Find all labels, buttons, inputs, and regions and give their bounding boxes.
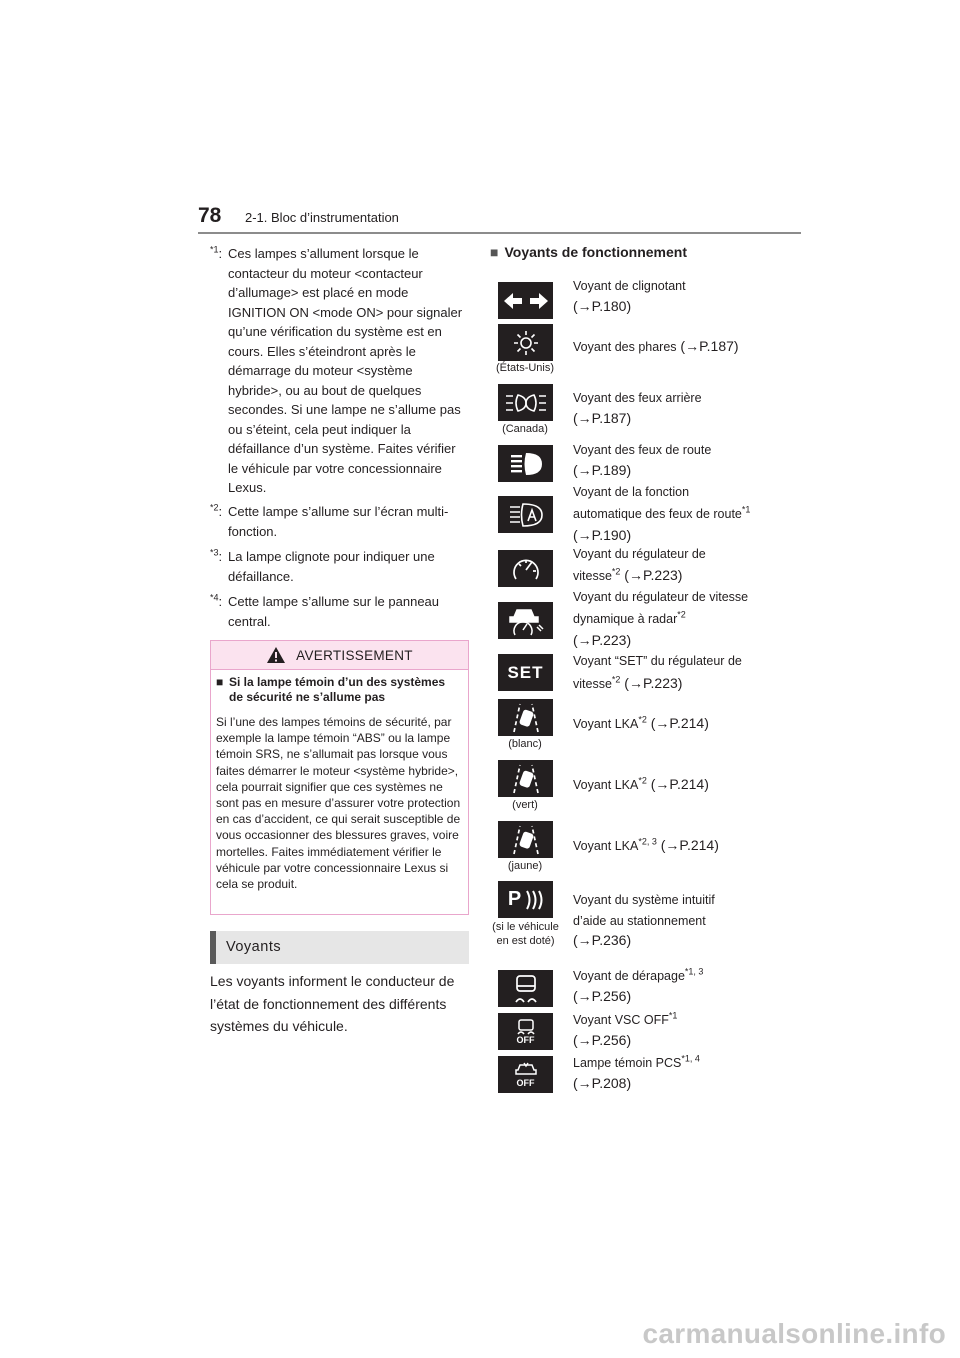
indicator-desc: Voyant de clignotant (→P.180) <box>573 279 686 314</box>
desc-sup: *2 <box>638 775 647 786</box>
right-heading <box>490 244 687 260</box>
warning-title: AVERTISSEMENT <box>296 647 413 663</box>
arrow-glyph: → <box>577 461 592 478</box>
desc-sup: *2, 3 <box>638 836 657 847</box>
indicator-desc: Voyant de la fonction automatique des feux de route$^{*1}$ (→P.190) <box>573 485 751 543</box>
desc-sup: *2 <box>611 674 621 685</box>
footnote-2 <box>210 502 465 541</box>
icon-caption: (Canada) <box>502 423 548 435</box>
desc-text: Lampe témoin PCS <box>573 1056 682 1070</box>
arrow-glyph: → <box>577 527 592 543</box>
page-ref: P.187 <box>591 409 627 426</box>
high-beam-icon <box>498 445 553 482</box>
desc-text: Voyant LKA <box>573 778 639 792</box>
desc-text: Voyant VSC OFF <box>573 1013 669 1027</box>
page-ref: P.180 <box>591 297 627 314</box>
icon-caption: (si le véhicule en est doté) <box>492 921 559 947</box>
arrow-glyph: → <box>655 715 670 731</box>
arrow-glyph: → <box>628 567 643 583</box>
page-ref: P.214 <box>679 837 715 853</box>
headlight-icon <box>498 324 553 361</box>
desc-text: Voyant du régulateur de vitesse dynamique à radar <box>573 590 749 626</box>
radar-cruise-icon <box>498 602 553 639</box>
desc-text: Voyant du système intuitif d’aide au stationnement <box>573 893 715 928</box>
arrow-glyph: → <box>577 987 592 1004</box>
page-ref: P.208 <box>591 1074 627 1091</box>
desc-sup: *2 <box>677 609 686 620</box>
right-heading-text: Voyants de fonctionnement <box>504 244 688 260</box>
footnote-text: La lampe clignote pour indiquer une défaillance. <box>228 549 435 584</box>
square-bullet-icon: ■ <box>490 244 499 260</box>
page-ref: P.256 <box>591 1031 627 1048</box>
arrow-glyph: → <box>655 776 670 792</box>
voyants-text: Les voyants informent le conducteur de l’état de fonctionnement des différents systèmes du véhicule. <box>210 973 455 1034</box>
page-ref: P.190 <box>591 527 627 543</box>
warning-triangle-icon <box>266 646 286 664</box>
slip-icon <box>498 970 553 1007</box>
arrow-glyph: → <box>577 1074 592 1091</box>
footnote-mark: *1 <box>210 244 219 255</box>
footnote-text: Ces lampes s’allument lorsque le contacteur du moteur <contacteur d’allumage> est placé en mode IGNITION ON <mode ON> pour signaler qu’une vérification du système est en cours. Elles s’éteindront après le démarrage du moteur <système hybride>, ou au bout de quelques secondes. Si une lampe ne s’allume pas ou s’éteint, cela peut indiquer la défaillance d’un système. Faites vérifier le véhicule par votre concessionnaire Lexus. <box>228 246 463 495</box>
desc-text: Voyant de clignotant <box>573 279 686 293</box>
page-ref: P.214 <box>669 715 705 731</box>
section-title: 2-1. Bloc d’instrumentation <box>245 210 399 225</box>
footnote-4 <box>210 592 465 631</box>
indicator-desc: Voyant de dérapage$^{*1, 3}$ (→P.256) <box>573 966 704 1004</box>
indicator-desc: Voyant LKA$^{*2}$ (→P.214) <box>573 714 709 731</box>
page-ref: P.236 <box>591 932 627 948</box>
desc-sup: *1 <box>741 504 751 515</box>
turn-signal-icon <box>498 282 553 319</box>
icon-caption: (vert) <box>512 799 538 811</box>
indicator-desc: Voyant “SET” du régulateur de vitesse$^{*2}$ (→P.223) <box>573 654 742 691</box>
footnote-3 <box>210 547 465 586</box>
header-rule <box>198 232 801 234</box>
warning-body: Si l’une des lampes témoins de sécurité, par exemple la lampe témoin “ABS” ou la lampe témoin SRS, ne s’allumait pas lorsque vous faites démarrer le moteur <système hybride>, cela pourrait signifier que ces systèmes ne sont pas en mesure d’assurer votre protection en cas d’accident, ce qui serait susceptible de vous occasionner des blessures graves, voire mortelles. Faites immédiatement vérifier le véhicule par votre concessionnaire Lexus si cela se produit. <box>216 715 461 892</box>
arrow-glyph: → <box>665 837 680 853</box>
desc-sup: *1, 4 <box>681 1053 700 1064</box>
pcs-off-label: OFF <box>516 1077 535 1088</box>
indicator-desc: Voyant VSC OFF$^{*1}$ (→P.256) <box>573 1010 678 1048</box>
warning-header <box>211 641 468 670</box>
auto-high-beam-icon <box>498 496 553 533</box>
lka-yellow-icon <box>498 821 553 858</box>
indicator-desc: Voyant du régulateur de vitesse$^{*2}$ (→P.223) <box>573 547 706 583</box>
desc-text: Voyant des feux de route <box>573 443 712 457</box>
arrow-glyph: → <box>628 675 643 691</box>
footnote-sep: : <box>218 504 223 519</box>
warning-subtitle <box>216 675 461 705</box>
vsc-off-icon <box>498 1013 553 1050</box>
arrow-glyph: → <box>577 932 592 948</box>
pcs-icon <box>498 1056 553 1093</box>
indicator-desc: Voyant du système intuitif d’aide au stationnement (→P.236) <box>573 893 715 948</box>
footnote-sep: : <box>218 549 223 564</box>
desc-sup: *1 <box>668 1010 678 1021</box>
watermark: carmanualsonline.info <box>642 1318 946 1349</box>
arrow-glyph: → <box>685 338 700 354</box>
page-ref: P.223 <box>642 675 678 691</box>
desc-text: Voyant LKA <box>573 839 639 853</box>
voyants-heading: Voyants <box>210 931 469 964</box>
desc-text: Voyant LKA <box>573 717 639 731</box>
footnote-text: Cette lampe s’allume sur le panneau central. <box>228 594 440 629</box>
icon-caption: (États-Unis) <box>495 362 555 374</box>
lka-white-icon <box>498 699 553 736</box>
desc-text: Voyant de la fonction automatique des feux de route <box>573 485 742 521</box>
square-bullet-icon: ■ <box>216 675 224 689</box>
arrow-glyph: → <box>577 409 592 426</box>
page-ref: P.189 <box>591 461 627 478</box>
desc-text: Voyant du régulateur de vitesse <box>573 547 706 583</box>
footnote-mark: *4 <box>210 592 219 603</box>
warning-subtitle-text: Si la lampe témoin d’un des systèmes de sécurité ne s’allume pas <box>229 675 446 704</box>
desc-text: Voyant de dérapage <box>573 969 685 983</box>
footnote-mark: *3 <box>210 547 219 558</box>
arrow-glyph: → <box>577 632 592 648</box>
desc-text: Voyant des feux arrière <box>573 391 702 405</box>
warning-box <box>210 640 469 915</box>
desc-sup: *1, 3 <box>684 966 704 977</box>
icon-caption: (blanc) <box>508 738 542 750</box>
footnote-1 <box>210 244 465 498</box>
indicator-desc: Voyant des feux de route (→P.189) <box>573 443 712 478</box>
desc-text: Voyant des phares <box>573 340 677 354</box>
page-ref: P.187 <box>699 338 734 354</box>
page-ref: P.223 <box>642 567 678 583</box>
indicator-desc: Voyant LKA$^{*2, 3}$ (→P.214) <box>573 836 719 853</box>
indicator-desc: Lampe témoin PCS$^{*1, 4}$ (→P.208) <box>573 1053 700 1091</box>
tail-light-icon <box>498 384 553 421</box>
desc-text: Voyant “SET” du régulateur de vitesse <box>573 654 742 691</box>
icon-caption: (jaune) <box>507 860 543 872</box>
indicator-desc: Voyant des phares (→P.187) <box>573 338 739 354</box>
footnote-mark: *2 <box>210 502 219 513</box>
page-ref: P.214 <box>669 776 705 792</box>
indicator-desc: Voyant LKA$^{*2}$ (→P.214) <box>573 775 709 792</box>
cruise-control-icon <box>498 550 553 587</box>
indicator-desc: Voyant du régulateur de vitesse dynamique à radar$^{*2}$ (→P.223) <box>573 590 749 648</box>
footnote-text: Cette lampe s’allume sur l’écran multi-fonction. <box>228 504 449 539</box>
parking-icon-label: P <box>507 888 522 910</box>
footnote-sep: : <box>218 246 223 261</box>
page-ref: P.256 <box>591 987 627 1004</box>
vsc-off-label: OFF <box>516 1034 535 1045</box>
page-number: 78 <box>198 204 222 227</box>
set-icon <box>498 654 553 691</box>
indicator-desc: Voyant des feux arrière (→P.187) <box>573 391 702 426</box>
set-icon-label: SET <box>507 662 544 682</box>
footnote-sep: : <box>218 594 223 609</box>
arrow-glyph: → <box>577 297 592 314</box>
desc-sup: *2 <box>638 714 647 725</box>
parking-assist-icon <box>498 881 553 918</box>
desc-sup: *2 <box>611 566 621 577</box>
arrow-glyph: → <box>577 1031 592 1048</box>
lka-green-icon <box>498 760 553 797</box>
page-ref: P.223 <box>591 632 627 648</box>
